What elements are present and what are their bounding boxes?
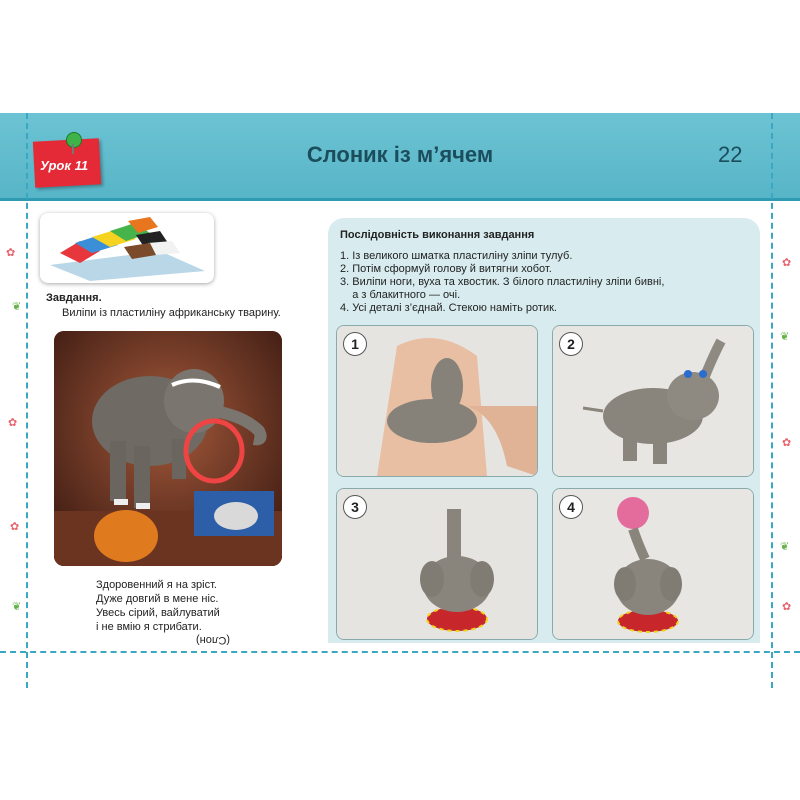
header-underline <box>0 198 800 201</box>
riddle-line: Дуже довгий в мене ніс. <box>96 593 219 605</box>
flower-decoration-icon: ✿ <box>782 257 792 269</box>
step-photo-1 <box>336 325 538 477</box>
step-text: 2. Потім сформуй голову й витягни хобот. <box>340 263 552 275</box>
step-number-2: 2 <box>559 332 583 356</box>
leaf-decoration-icon: ❦ <box>12 601 22 613</box>
leaf-decoration-icon: ❦ <box>780 541 790 553</box>
riddle-answer: (Слон) <box>196 634 231 646</box>
pushpin-needle <box>72 144 74 154</box>
page-number: 22 <box>718 142 743 167</box>
circus-elephant-photo <box>54 331 282 566</box>
riddle-poem <box>96 578 220 634</box>
leaf-decoration-icon: ❦ <box>12 301 22 313</box>
flower-decoration-icon: ✿ <box>6 247 16 259</box>
lesson-label: Урок 11 <box>40 158 89 173</box>
riddle-line: Здоровенний я на зріст. <box>96 579 217 591</box>
task-text: Виліпи із пластиліну африканську тварину. <box>62 307 281 319</box>
right-dashed-border <box>771 113 773 688</box>
left-dashed-border <box>26 113 28 688</box>
flower-decoration-icon: ✿ <box>10 521 20 533</box>
step-photo-4 <box>552 488 754 640</box>
riddle-line: і не вмію я стрибати. <box>96 621 202 633</box>
step-number-3: 3 <box>343 495 367 519</box>
flower-decoration-icon: ✿ <box>782 601 792 613</box>
step-photo-3 <box>336 488 538 640</box>
step-text: 1. Із великого шматка пластиліну зліпи тулуб. <box>340 250 573 262</box>
riddle-line: Увесь сірий, вайлуватий <box>96 607 220 619</box>
step-number-1: 1 <box>343 332 367 356</box>
sequence-steps <box>340 250 664 315</box>
step-photo-2 <box>552 325 754 477</box>
task-label: Завдання. <box>46 292 102 304</box>
flower-decoration-icon: ✿ <box>8 417 18 429</box>
step-text: а з блакитного — очі. <box>340 289 461 301</box>
sequence-title: Послідовність виконання завдання <box>340 229 535 241</box>
step-text: 4. Усі деталі з’єднай. Стекою наміть ротик. <box>340 302 557 314</box>
lesson-tag <box>34 132 104 192</box>
plasticine-materials-image <box>40 213 214 283</box>
pushpin-icon <box>66 132 82 148</box>
leaf-decoration-icon: ❦ <box>780 331 790 343</box>
flower-decoration-icon: ✿ <box>782 437 792 449</box>
page-title: Слоник із м’ячем <box>306 142 494 167</box>
bottom-dashed-border <box>0 651 800 653</box>
step-number-4: 4 <box>559 495 583 519</box>
step-text: 3. Виліпи ноги, вуха та хвостик. З білого пластиліну зліпи бивні, <box>340 276 665 288</box>
